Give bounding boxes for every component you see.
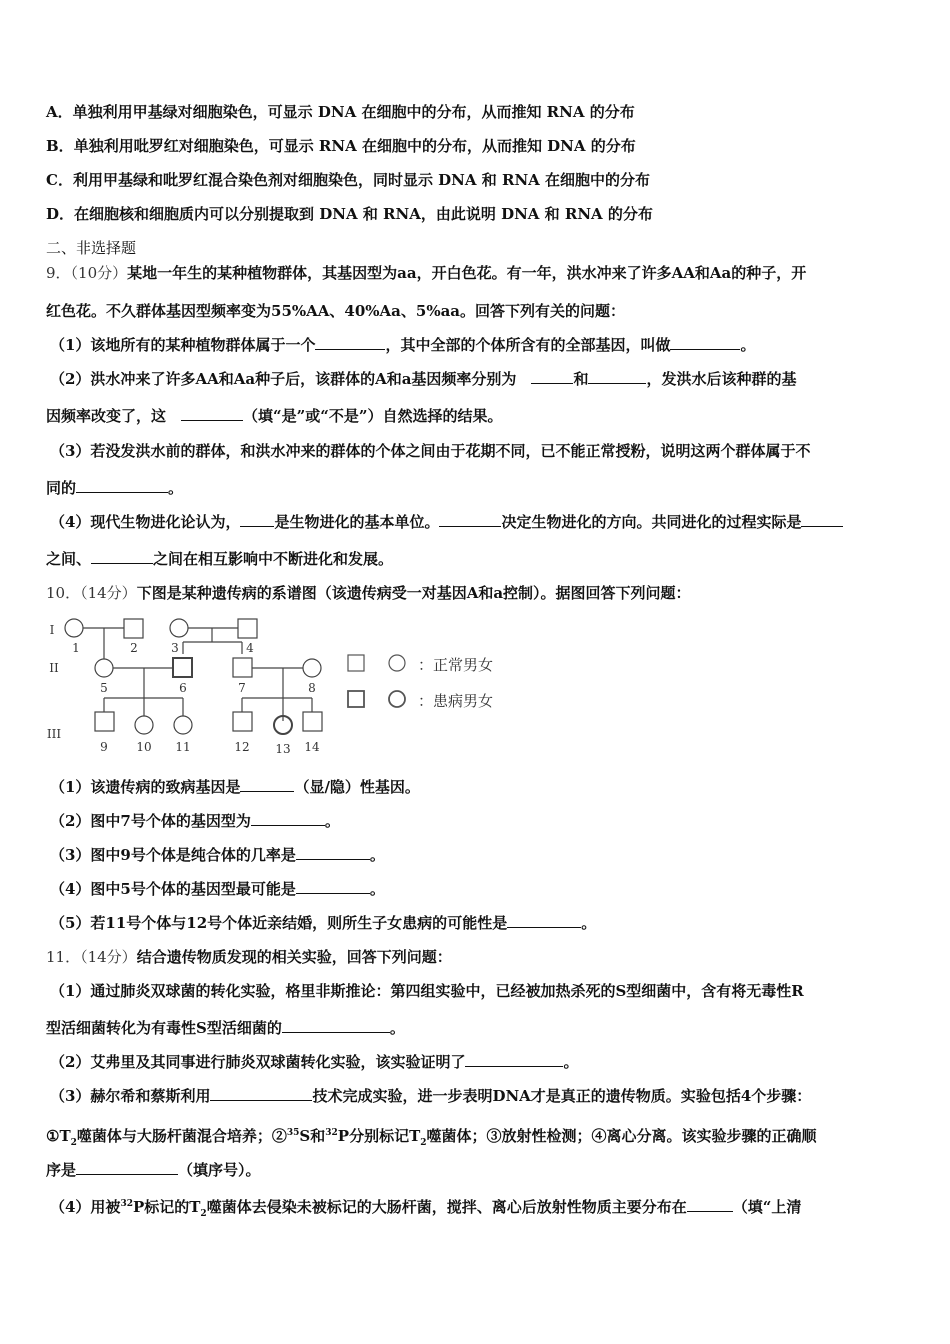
q11-part3-steps: $①T_2$噬菌体与大肠杆菌混合培养；②$^{35}$S和$^{32}$P分别标记$T_2$噬菌体；③放射性检测；④离心分离。该实验步骤的正确顺: [46, 1127, 817, 1148]
q9-part3-cont: 同的 。: [46, 479, 184, 497]
svg-text:8: 8: [308, 681, 316, 695]
answer-blank[interactable]: [282, 1018, 390, 1033]
option-b: B．单独利用吡罗红对细胞染色，可显示 RNA 在细胞中的分布，从而推知 DNA 的分布: [46, 137, 636, 155]
answer-blank[interactable]: [465, 1052, 563, 1067]
answer-blank[interactable]: [507, 913, 581, 928]
q10-part4: （4）图中5号个体的基因型最可能是 。: [50, 880, 385, 898]
pedigree-legend: [340, 645, 520, 715]
q11-part4: （4）用被$^{32}$P标记的$T_2$噬菌体去侵染未被标记的大肠杆菌，搅拌、离心后放射性物质主要分布在 （填“上清: [50, 1198, 802, 1219]
q11-part3: （3）赫尔希和蔡斯利用 技术完成实验，进一步表明DNA才是真正的遗传物质。实验包括4个步骤：: [50, 1087, 812, 1105]
answer-blank[interactable]: [801, 512, 843, 527]
answer-blank[interactable]: [76, 478, 168, 493]
q10-stem: 10．（14分）下图是某种遗传病的系谱图（该遗传病受一对基因A和a控制）。据图回答下列问题：: [46, 584, 691, 602]
option-a: A．单独利用甲基绿对细胞染色，可显示 DNA 在细胞中的分布，从而推知 RNA 的分布: [46, 103, 635, 121]
svg-text:11: 11: [175, 740, 191, 754]
q11-part1-cont: 型活细菌转化为有毒性S型活细菌的 。: [46, 1019, 405, 1037]
pedigree-chart: [40, 612, 340, 762]
svg-text:1: 1: [72, 641, 80, 655]
answer-blank[interactable]: [588, 369, 646, 384]
q10-part3: （3）图中9号个体是纯合体的几率是 。: [50, 846, 385, 864]
q11-part3-cont: 序是 （填序号）。: [46, 1161, 261, 1179]
svg-text:7: 7: [238, 681, 246, 695]
answer-blank[interactable]: [240, 512, 274, 527]
q10-part5: （5）若11号个体与12号个体近亲结婚，则所生子女患病的可能性是 。: [50, 914, 597, 932]
svg-text:4: 4: [246, 641, 254, 655]
svg-text:14: 14: [304, 740, 320, 754]
svg-text:III: III: [46, 727, 62, 741]
option-d: D．在细胞核和细胞质内可以分别提取到 DNA 和 RNA，由此说明 DNA 和 RNA 的分布: [46, 205, 653, 223]
answer-blank[interactable]: [315, 335, 385, 350]
section-title: 二、非选择题: [46, 239, 137, 257]
legend-affected-label: ：患病男女: [418, 692, 494, 710]
option-c: C．利用甲基绿和吡罗红混合染色剂对细胞染色，同时显示 DNA 和 RNA 在细胞中的分布: [46, 171, 651, 189]
answer-blank[interactable]: [91, 549, 153, 564]
svg-text:II: II: [49, 661, 59, 675]
q10-part1: （1）该遗传病的致病基因是 （显/隐）性基因。: [50, 778, 420, 796]
q9-part3: （3）若没发洪水前的群体，和洪水冲来的群体的个体之间由于花期不同，已不能正常授粉，说明这两个群体属于不: [50, 442, 811, 460]
svg-text:6: 6: [179, 681, 187, 695]
q9-part2: （2）洪水冲来了许多AA和Aa种子后，该群体的A和a基因频率分别为 和 ，发洪水后该种群的基: [50, 370, 797, 388]
q11-stem: 11．（14分）结合遗传物质发现的相关实验，回答下列问题：: [46, 948, 452, 966]
answer-blank[interactable]: [296, 845, 370, 860]
q9-stem-line2: 红色花。不久群体基因型频率变为55%AA、40%Aa、5%aa。回答下列有关的问题：: [46, 302, 626, 320]
svg-text:13: 13: [275, 742, 291, 756]
svg-text:3: 3: [171, 641, 179, 655]
svg-text:10: 10: [136, 740, 152, 754]
q9-part1: （1）该地所有的某种植物群体属于一个 ，其中全部的个体所含有的全部基因，叫做 。: [50, 336, 756, 354]
answer-blank[interactable]: [210, 1086, 312, 1101]
svg-text:5: 5: [100, 681, 108, 695]
q9-part4: （4）现代生物进化论认为， 是生物进化的基本单位。 决定生物进化的方向。共同进化的过程实际是: [50, 512, 843, 532]
q11-part2: （2）艾弗里及其同事进行肺炎双球菌转化实验，该实验证明了 。: [50, 1053, 579, 1071]
answer-blank[interactable]: [531, 369, 573, 384]
answer-blank[interactable]: [439, 512, 501, 527]
q9-stem-line1: 9．（10分）某地一年生的某种植物群体，其基因型为aa，开白色花。有一年，洪水冲来了许多AA和Aa的种子，开: [46, 264, 807, 282]
answer-blank[interactable]: [296, 879, 370, 894]
answer-blank[interactable]: [251, 811, 325, 826]
answer-blank[interactable]: [240, 777, 294, 792]
q9-part4-cont: 之间、 之间在相互影响中不断进化和发展。: [46, 550, 394, 568]
answer-blank[interactable]: [181, 406, 243, 421]
answer-blank[interactable]: [76, 1160, 178, 1175]
q11-part1: （1）通过肺炎双球菌的转化实验，格里非斯推论：第四组实验中，已经被加热杀死的S型细菌中，含有将无毒性R: [50, 982, 804, 1000]
legend-normal-label: ：正常男女: [418, 656, 494, 674]
svg-text:I: I: [49, 623, 55, 637]
svg-text:12: 12: [234, 740, 250, 754]
q9-part2-cont: 因频率改变了，这 （填“是”或“不是”）自然选择的结果。: [46, 407, 503, 425]
q10-part2: （2）图中7号个体的基因型为 。: [50, 812, 340, 830]
answer-blank[interactable]: [670, 335, 740, 350]
svg-text:9: 9: [100, 740, 108, 754]
svg-text:2: 2: [130, 641, 138, 655]
answer-blank[interactable]: [687, 1197, 733, 1212]
